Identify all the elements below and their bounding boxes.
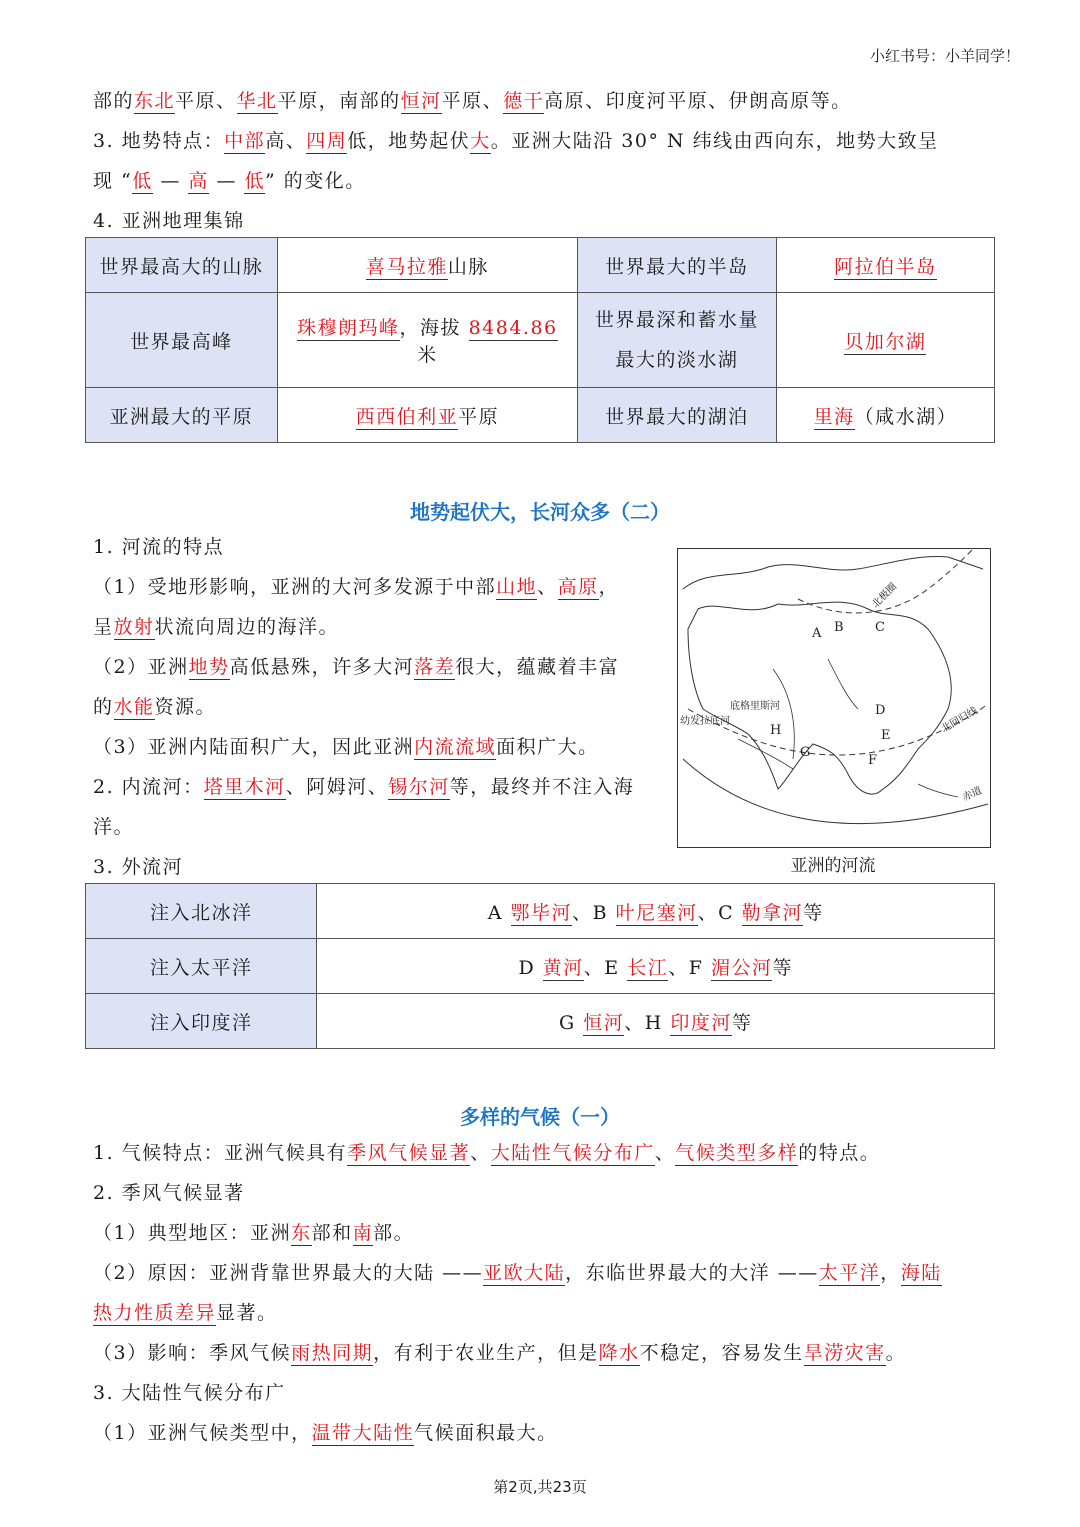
answer-text: 华北 xyxy=(236,90,278,112)
text-segment: 显著。 xyxy=(216,1302,278,1324)
section2-title: 地势起伏大，长河众多（二） xyxy=(410,500,670,524)
map-label-c: C xyxy=(875,620,885,635)
text-segment: 状流向周边的海洋。 xyxy=(154,616,340,638)
text-segment: （2）原因：亚洲背靠世界最大的大陆 —— xyxy=(93,1262,484,1284)
answer-text: 恒河 xyxy=(583,1011,625,1034)
table-value-cell xyxy=(776,388,994,443)
text-segment: 平原 xyxy=(458,405,500,428)
answer-text: 8484.86 xyxy=(468,317,558,339)
text-line xyxy=(93,168,366,194)
map-label-g: G xyxy=(800,745,811,760)
table-row xyxy=(86,884,995,939)
answer-text: 南 xyxy=(352,1222,374,1244)
text-segment: 低，地势起伏 xyxy=(347,130,471,152)
table-label-cell xyxy=(577,238,776,293)
text-segment: 洋。 xyxy=(93,816,135,838)
text-segment: 部和 xyxy=(311,1222,353,1244)
table-label-cell xyxy=(577,293,776,388)
answer-text: 中部 xyxy=(224,130,266,152)
text-segment: 山脉 xyxy=(447,255,489,278)
text-segment: 高原、印度河平原、伊朗高原等。 xyxy=(544,90,852,112)
table-row xyxy=(86,388,995,443)
answer-text: 内流流域 xyxy=(414,736,497,758)
text-segment: 呈 xyxy=(93,616,114,638)
table-value-cell xyxy=(277,293,577,388)
text-segment: D xyxy=(518,956,543,979)
text-segment: 米 xyxy=(417,344,438,366)
answer-text: 长江 xyxy=(627,956,669,979)
answer-text: 季风气候显著 xyxy=(347,1142,471,1164)
answer-text: 勒拿河 xyxy=(741,901,804,924)
text-segment: 。 xyxy=(885,1342,907,1364)
answer-text: 东北 xyxy=(134,90,176,112)
answer-text: 东 xyxy=(291,1222,312,1244)
text-segment: 、 xyxy=(537,576,558,598)
asia-rivers-map xyxy=(677,548,991,848)
text-segment: （3）亚洲内陆面积广大，因此亚洲 xyxy=(93,736,415,758)
text-segment: — xyxy=(208,170,245,192)
text-segment: 世界最深和蓄水量最大的淡水湖 xyxy=(594,309,759,371)
text-line xyxy=(93,1420,558,1446)
map-label-f: F xyxy=(868,753,878,768)
map-caption: 亚洲的河流 xyxy=(790,856,876,876)
text-segment: 世界最大的半岛 xyxy=(605,255,749,278)
text-segment: ，有利于农业生产，但是 xyxy=(373,1342,599,1364)
text-segment: 4. 亚洲地理集锦 xyxy=(93,210,245,232)
answer-text: 印度河 xyxy=(670,1011,732,1034)
exterior-rivers-table xyxy=(85,883,995,1049)
map-label-b: B xyxy=(834,620,844,635)
table-row xyxy=(86,293,995,388)
table-value-cell xyxy=(277,238,577,293)
text-segment: 现 “ xyxy=(93,170,133,192)
text-line xyxy=(93,534,224,560)
text-segment: A xyxy=(487,901,511,924)
answer-text: 大 xyxy=(470,130,491,152)
text-segment: ， xyxy=(880,1262,901,1284)
answer-text: 低 xyxy=(132,170,153,192)
answer-text: 高原 xyxy=(557,576,599,598)
text-line xyxy=(93,854,183,880)
answer-text: 喜马拉雅 xyxy=(365,255,448,278)
text-segment: （1）典型地区：亚洲 xyxy=(93,1222,292,1244)
answer-text: 西西伯利亚 xyxy=(355,405,459,428)
text-segment: 注入北冰洋 xyxy=(149,901,253,924)
text-segment: 1. 河流的特点 xyxy=(93,536,225,558)
text-segment: 2. 季风气候显著 xyxy=(93,1182,245,1204)
asia-geography-table xyxy=(85,237,995,443)
answer-text: 湄公河 xyxy=(710,956,773,979)
answer-text: 恒河 xyxy=(400,90,442,112)
text-line xyxy=(93,1140,880,1166)
text-segment: 3. 外流河 xyxy=(93,856,184,878)
text-segment: 面积广大。 xyxy=(496,736,599,758)
text-segment: （1）受地形影响，亚洲的大河多发源于中部 xyxy=(93,576,497,598)
text-segment: 部。 xyxy=(373,1222,415,1244)
answer-text: 山地 xyxy=(496,576,538,598)
text-segment: 平原，南部的 xyxy=(277,90,401,112)
table-label-cell xyxy=(86,238,278,293)
text-segment: 亚洲最大的平原 xyxy=(109,405,254,428)
text-segment: 世界最高大的山脉 xyxy=(99,255,264,278)
text-segment: 等 xyxy=(803,901,824,924)
text-segment: 资源。 xyxy=(154,696,217,718)
text-segment: ” 的变化。 xyxy=(265,170,366,192)
text-segment: 、E xyxy=(583,956,628,979)
text-line xyxy=(93,88,852,114)
account-watermark: 小红书号：小羊同学！ xyxy=(869,47,1020,65)
text-line xyxy=(93,1380,286,1406)
answer-text: 德干 xyxy=(503,90,545,112)
page-number: 第2页,共23页 xyxy=(493,1478,587,1496)
table-value-cell xyxy=(317,884,995,939)
text-segment: （1）亚洲气候类型中， xyxy=(93,1422,312,1444)
text-segment: G xyxy=(559,1011,584,1034)
text-segment: （咸水湖） xyxy=(854,405,958,428)
table-label-cell xyxy=(86,994,317,1049)
answer-text: 低 xyxy=(244,170,265,192)
map-label-equator: 赤道 xyxy=(960,785,984,804)
text-segment: 注入太平洋 xyxy=(149,956,253,979)
table-value-cell xyxy=(277,388,577,443)
answer-text: 旱涝灾害 xyxy=(803,1342,886,1364)
text-segment: 等 xyxy=(731,1011,753,1034)
text-segment: 注入印度洋 xyxy=(149,1011,253,1034)
text-segment: 高、 xyxy=(265,130,307,152)
answer-text: 热力性质差异 xyxy=(93,1302,217,1324)
text-segment: （3）影响：季风气候 xyxy=(93,1342,292,1364)
text-line xyxy=(93,654,619,680)
answer-text: 大陆性气候分布广 xyxy=(490,1142,655,1164)
table-value-cell xyxy=(317,939,995,994)
text-segment: 世界最高峰 xyxy=(130,330,233,353)
text-line xyxy=(93,1220,414,1246)
text-segment: 、C xyxy=(697,901,742,924)
text-segment: 很大，蕴藏着丰富 xyxy=(455,656,620,678)
section3-title: 多样的气候（一） xyxy=(460,1105,620,1129)
text-segment: 3. 大陆性气候分布广 xyxy=(93,1382,286,1404)
table-label-cell xyxy=(577,388,776,443)
answer-text: 珠穆朗玛峰 xyxy=(297,317,400,339)
answer-text: 叶尼塞河 xyxy=(615,901,698,924)
answer-text: 里海 xyxy=(813,405,855,428)
text-segment: 、 xyxy=(470,1142,491,1164)
table-value-cell xyxy=(776,238,994,293)
text-line xyxy=(93,614,339,640)
text-segment: 不稳定，容易发生 xyxy=(639,1342,804,1364)
text-segment: ， xyxy=(598,576,620,598)
answer-text: 水能 xyxy=(113,696,155,718)
table-value-cell xyxy=(776,293,994,388)
text-line xyxy=(93,574,619,600)
map-label-euphrates: 幼发拉底河 xyxy=(680,716,730,727)
text-line xyxy=(93,734,599,760)
text-segment: 。亚洲大陆沿 30° N 纬线由西向东，地势大致呈 xyxy=(490,130,939,152)
answer-text: 鄂毕河 xyxy=(510,901,573,924)
text-segment: 高低悬殊，许多大河 xyxy=(229,656,415,678)
text-segment: 3. 地势特点： xyxy=(93,130,225,152)
text-segment: 、阿姆河、 xyxy=(285,776,389,798)
answer-text: 塔里木河 xyxy=(203,776,286,798)
answer-text: 贝加尔湖 xyxy=(844,330,927,353)
text-segment: 、B xyxy=(572,901,616,924)
map-label-tigris: 底格里斯河 xyxy=(730,701,780,712)
answer-text: 高 xyxy=(188,170,209,192)
answer-text: 落差 xyxy=(414,656,456,678)
answer-text: 放射 xyxy=(113,616,155,638)
answer-text: 黄河 xyxy=(542,956,584,979)
map-label-h: H xyxy=(770,723,782,738)
answer-text: 锡尔河 xyxy=(388,776,450,798)
answer-text: 阿拉伯半岛 xyxy=(834,255,937,278)
text-segment: 气候面积最大。 xyxy=(414,1422,558,1444)
text-segment: （2）亚洲 xyxy=(93,656,189,678)
text-segment: 、H xyxy=(624,1011,671,1034)
text-line xyxy=(93,1300,278,1326)
table-label-cell xyxy=(86,388,278,443)
text-line xyxy=(93,1340,906,1366)
text-line xyxy=(93,208,245,234)
text-line xyxy=(93,694,216,720)
answer-text: 雨热同期 xyxy=(291,1342,374,1364)
text-segment: 等，最终并不注入海 xyxy=(449,776,635,798)
text-segment: 的特点。 xyxy=(798,1142,881,1164)
text-segment: 、F xyxy=(668,956,711,979)
map-label-e: E xyxy=(881,728,891,743)
text-segment: 世界最大的湖泊 xyxy=(605,405,749,428)
text-segment: 平原、 xyxy=(175,90,237,112)
answer-text: 降水 xyxy=(598,1342,640,1364)
answer-text: 温带大陆性 xyxy=(311,1422,415,1444)
table-label-cell xyxy=(86,884,317,939)
map-label-d: D xyxy=(875,703,886,718)
map-label-tropic-cancer: 北回归线 xyxy=(939,705,980,735)
table-row xyxy=(86,994,995,1049)
text-segment: 1. 气候特点：亚洲气候具有 xyxy=(93,1142,348,1164)
answer-text: 海陆 xyxy=(900,1262,942,1284)
text-segment: 部的 xyxy=(93,90,135,112)
text-segment: 、 xyxy=(654,1142,676,1164)
answer-text: 四周 xyxy=(306,130,348,152)
answer-text: 亚欧大陆 xyxy=(483,1262,566,1284)
text-segment: — xyxy=(152,170,189,192)
map-label-a: A xyxy=(812,626,822,641)
map-label-arctic-circle: 北极圈 xyxy=(870,581,900,611)
table-value-cell xyxy=(317,994,995,1049)
text-line xyxy=(93,1180,245,1206)
text-line xyxy=(93,814,134,840)
text-line xyxy=(93,774,634,800)
table-label-cell xyxy=(86,293,278,388)
table-label-cell xyxy=(86,939,317,994)
text-segment: ，东临世界最大的大洋 —— xyxy=(565,1262,819,1284)
text-segment: 2. 内流河： xyxy=(93,776,204,798)
table-row xyxy=(86,238,995,293)
answer-text: 地势 xyxy=(188,656,230,678)
text-segment: 的 xyxy=(93,696,114,718)
answer-text: 太平洋 xyxy=(818,1262,881,1284)
text-segment: 等 xyxy=(772,956,793,979)
text-segment: 平原、 xyxy=(441,90,504,112)
answer-text: 气候类型多样 xyxy=(675,1142,799,1164)
text-line xyxy=(93,128,939,154)
text-segment: ，海拔 xyxy=(399,317,469,339)
table-row xyxy=(86,939,995,994)
text-line xyxy=(93,1260,942,1286)
